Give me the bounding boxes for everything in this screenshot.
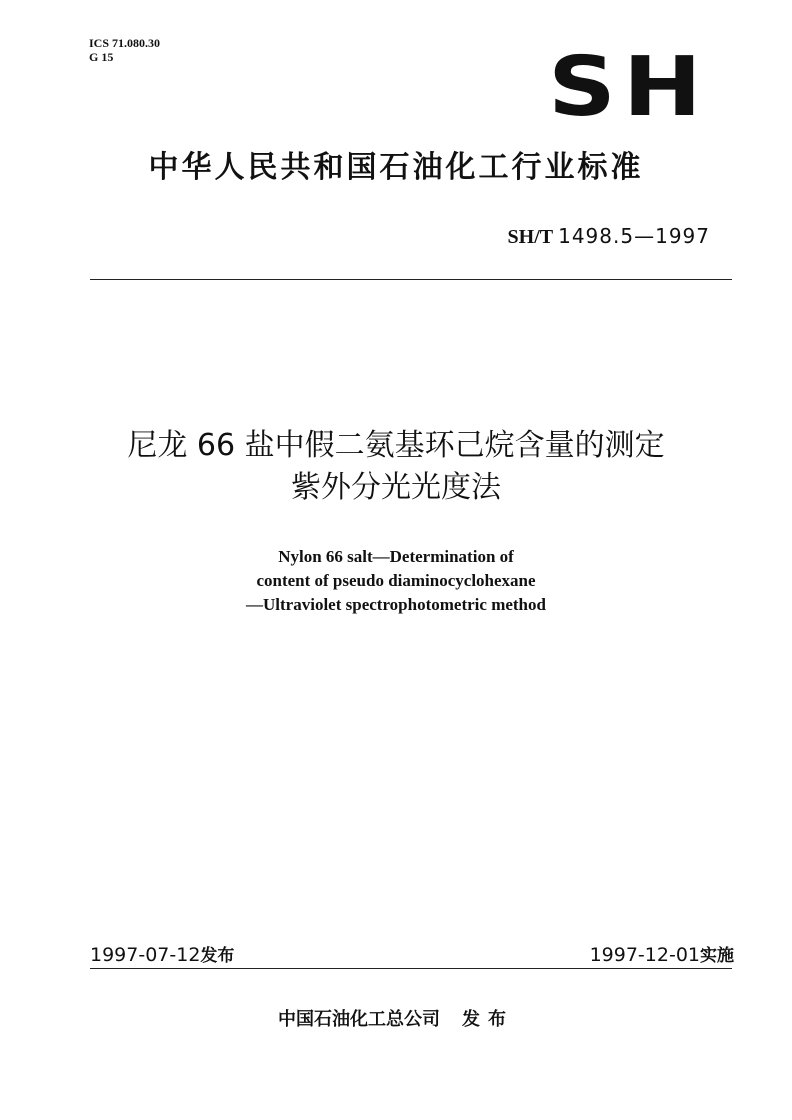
issue-date-value: 1997-07-12 [90,944,201,966]
english-title-line-3: —Ultraviolet spectrophotometric method [246,595,546,614]
implementation-date-label: 实施 [700,946,734,966]
publisher-verb: 发布 [462,1009,514,1030]
bottom-divider [90,968,732,969]
standard-number-value: 1498.5—1997 [558,224,710,248]
standard-category-title: 中华人民共和国石油化工行业标准 [148,150,644,185]
publisher-name: 中国石油化工总公司 [278,1009,440,1030]
top-divider [90,279,732,280]
chinese-title [0,425,792,509]
publisher [0,1008,792,1032]
standard-number [508,224,710,249]
chinese-title-line-1: 尼龙 66 盐中假二氨基环己烷含量的测定 [127,428,665,463]
standard-number-prefix: SH/T [507,226,554,248]
sh-logo [548,40,709,135]
implementation-date [590,943,734,968]
issue-date [90,943,234,968]
ics-code: ICS 71.080.30 [89,36,161,50]
classification-codes [89,36,160,64]
issue-date-label: 发布 [200,946,235,966]
implementation-date-value: 1997-12-01 [589,944,700,966]
class-code: G 15 [89,50,114,64]
english-title [0,545,792,617]
english-title-line-1: Nylon 66 salt—Determination of [278,547,514,566]
english-title-line-2: content of pseudo diaminocyclohexane [256,571,536,590]
chinese-title-line-2: 紫外分光光度法 [291,470,501,505]
sh-logo-text: SH [548,40,709,135]
